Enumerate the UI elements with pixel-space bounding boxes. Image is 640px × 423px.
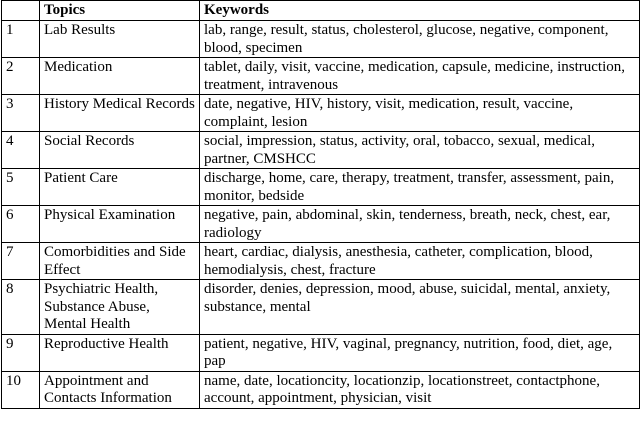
row-topic: History Medical Records xyxy=(40,95,200,132)
row-keywords: date, negative, HIV, history, visit, medication, result, vaccine, complaint, lesion xyxy=(200,95,640,132)
row-topic: Reproductive Health xyxy=(40,334,200,371)
row-topic: Psychiatric Health, Substance Abuse, Mental Health xyxy=(40,280,200,335)
row-keywords: social, impression, status, activity, oral, tobacco, sexual, medical, partner, CMSHCC xyxy=(200,132,640,169)
row-keywords: disorder, denies, depression, mood, abuse, suicidal, mental, anxiety, substance, mental xyxy=(200,280,640,335)
table-row xyxy=(2,21,640,58)
table-row xyxy=(2,95,640,132)
row-topic: Medication xyxy=(40,58,200,95)
header-topics: Topics xyxy=(40,1,200,21)
table-row xyxy=(2,280,640,335)
row-topic: Lab Results xyxy=(40,21,200,58)
table-row xyxy=(2,334,640,371)
row-topic: Patient Care xyxy=(40,169,200,206)
row-number: 6 xyxy=(2,206,40,243)
row-keywords: tablet, daily, visit, vaccine, medication, capsule, medicine, instruction, treatment, intravenous xyxy=(200,58,640,95)
table-row xyxy=(2,169,640,206)
row-number: 3 xyxy=(2,95,40,132)
row-number: 4 xyxy=(2,132,40,169)
topics-keywords-table xyxy=(1,0,640,409)
row-number: 8 xyxy=(2,280,40,335)
header-row xyxy=(2,1,640,21)
header-keywords: Keywords xyxy=(200,1,640,21)
header-number xyxy=(2,1,40,21)
row-topic: Physical Examination xyxy=(40,206,200,243)
row-topic: Appointment and Contacts Information xyxy=(40,371,200,408)
table-row xyxy=(2,132,640,169)
row-keywords: name, date, locationcity, locationzip, locationstreet, contactphone, account, appointment, physician, visit xyxy=(200,371,640,408)
row-keywords: patient, negative, HIV, vaginal, pregnancy, nutrition, food, diet, age, pap xyxy=(200,334,640,371)
row-keywords: lab, range, result, status, cholesterol, glucose, negative, component, blood, specimen xyxy=(200,21,640,58)
table-row xyxy=(2,206,640,243)
row-keywords: discharge, home, care, therapy, treatment, transfer, assessment, pain, monitor, bedside xyxy=(200,169,640,206)
row-keywords: negative, pain, abdominal, skin, tenderness, breath, neck, chest, ear, radiology xyxy=(200,206,640,243)
table-row xyxy=(2,58,640,95)
row-topic: Social Records xyxy=(40,132,200,169)
row-number: 1 xyxy=(2,21,40,58)
row-number: 5 xyxy=(2,169,40,206)
table-row xyxy=(2,371,640,408)
row-keywords: heart, cardiac, dialysis, anesthesia, catheter, complication, blood, hemodialysis, chest, fracture xyxy=(200,243,640,280)
row-number: 9 xyxy=(2,334,40,371)
row-number: 10 xyxy=(2,371,40,408)
row-number: 7 xyxy=(2,243,40,280)
row-topic: Comorbidities and Side Effect xyxy=(40,243,200,280)
row-number: 2 xyxy=(2,58,40,95)
table-row xyxy=(2,243,640,280)
